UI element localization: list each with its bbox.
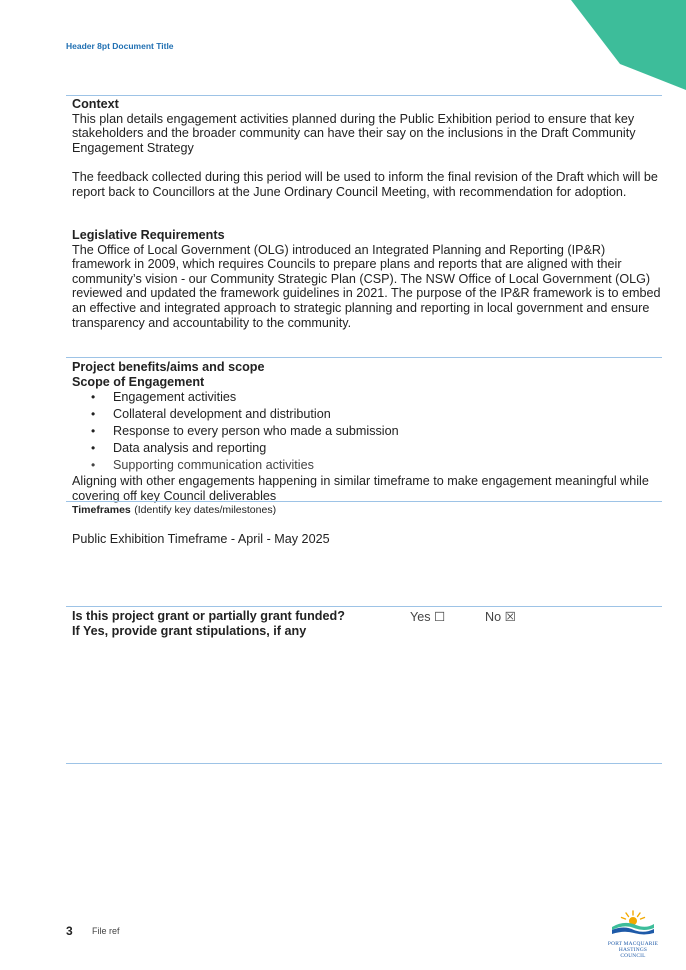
section-divider (66, 606, 662, 607)
document-title: Header 8pt Document Title (66, 41, 174, 51)
context-paragraph: The feedback collected during this period will be used to inform the final revision of the Draft which will be report back to Councillors at the June Ordinary Council Meeting, with recommendation for adoption. (72, 169, 658, 199)
legislative-section (72, 228, 662, 330)
timeframes-section (72, 502, 662, 546)
scope-list (72, 389, 662, 474)
grant-followup: If Yes, provide grant stipulations, if any (72, 624, 307, 638)
project-section (72, 360, 662, 503)
page-number: 3 (66, 924, 73, 938)
file-ref: File ref (92, 926, 120, 936)
timeframes-value: Public Exhibition Timeframe - April - May 2025 (72, 531, 330, 546)
grant-yes-checkbox[interactable]: Yes ☐ (410, 610, 446, 624)
context-paragraph: This plan details engagement activities planned during the Public Exhibition period to ensure that key stakeholders and the broader community can have their say on the inclusions in the Draft Community Engagement Strategy (72, 111, 636, 155)
project-heading: Project benefits/aims and scope (72, 360, 265, 374)
grant-question: Is this project grant or partially grant funded? (72, 609, 345, 623)
list-item: • Response to every person who made a submission (72, 423, 662, 440)
council-logo-icon (606, 908, 660, 936)
list-item: • Data analysis and reporting (72, 440, 662, 457)
timeframes-heading: Timeframes (72, 504, 131, 516)
context-section (72, 97, 662, 199)
timeframes-subtext: (Identify key dates/milestones) (134, 504, 277, 516)
logo-text-line: HASTINGS COUNCIL (618, 947, 648, 959)
section-divider (66, 763, 662, 764)
legislative-heading: Legislative Requirements (72, 228, 225, 242)
legislative-paragraph: The Office of Local Government (OLG) introduced an Integrated Planning and Reporting (IP&R) framework in 2009, which requires Councils to prepare plans and reports that are aligned with their community’s vision - our Community Strategic Plan (CSP). The NSW Office of Local Government (OLG) reviewed and updated the framework guidelines in 2021. The purpose of the IP&R framework is to embed an effective and integrated approach to strategic planning and reporting in local government and ensure transparency and accountability to the community. (72, 242, 661, 330)
grant-section (72, 609, 392, 639)
scope-heading: Scope of Engagement (72, 374, 205, 389)
list-item: • Supporting communication activities (72, 457, 662, 474)
list-item: • Collateral development and distribution (72, 406, 662, 423)
context-heading: Context (72, 97, 119, 111)
grant-no-checkbox[interactable]: No ☒ (485, 610, 516, 624)
section-divider (66, 95, 662, 96)
logo-text-line: PORT MACQUARIE (607, 941, 659, 947)
council-logo (606, 908, 660, 959)
list-item: • Engagement activities (72, 389, 662, 406)
scope-closing-text: Aligning with other engagements happening in similar timeframe to make engagement meaningful while covering off key Council deliverables (72, 474, 649, 503)
section-divider (66, 357, 662, 358)
